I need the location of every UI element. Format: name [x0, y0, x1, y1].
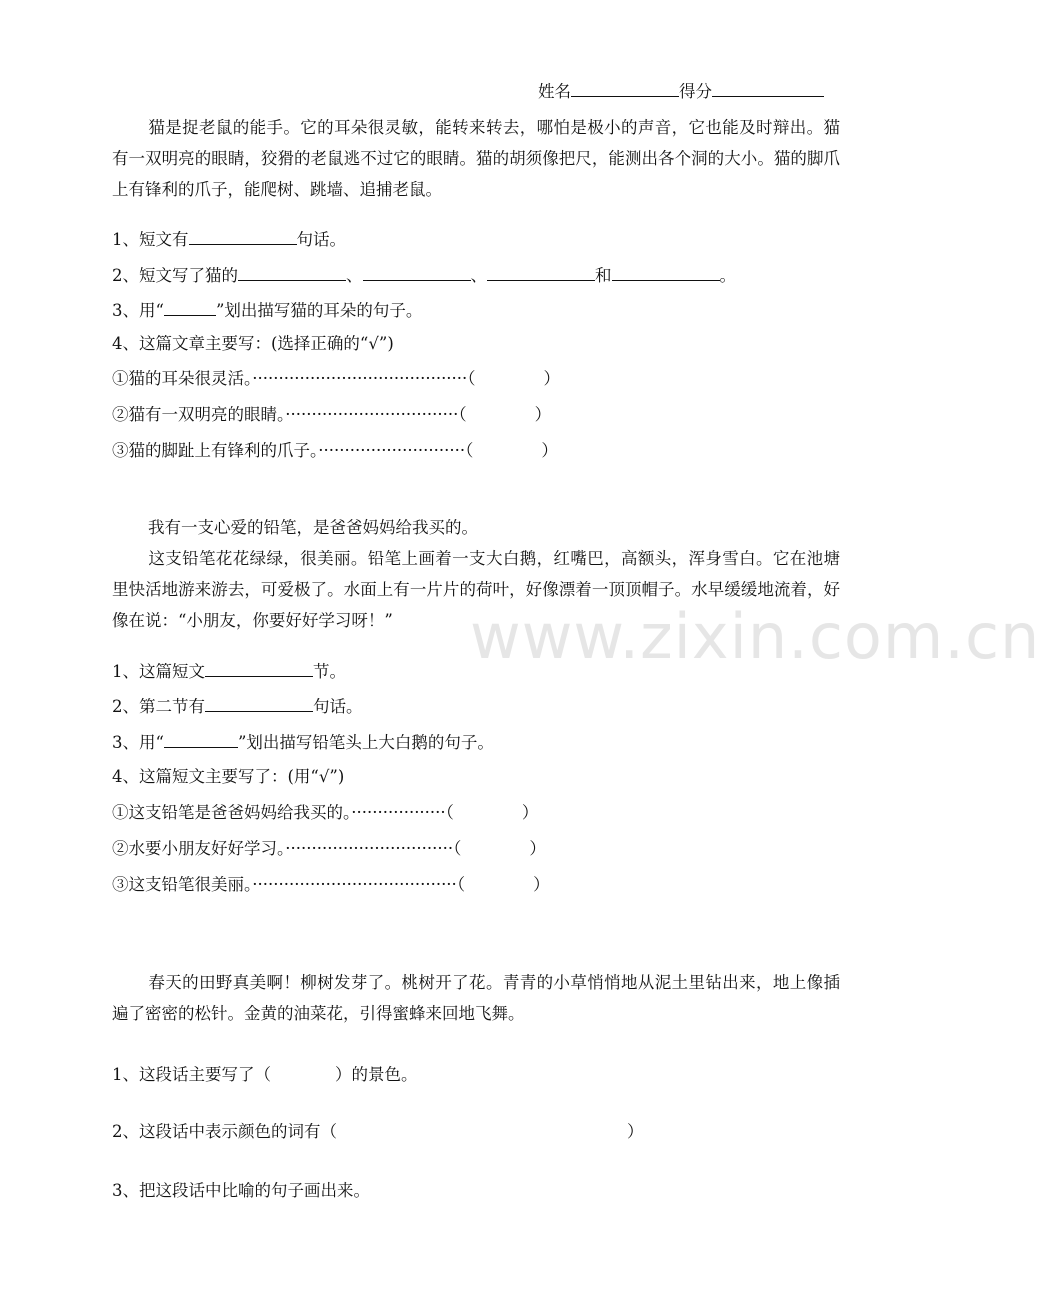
passage1-q4: 4、这篇文章主要写：(选择正确的“√”) [112, 334, 394, 353]
passage1-option-1: ①猫的耳朵很灵活。·········································（ ） [112, 369, 561, 388]
passage2-para1: 我有一支心爱的铅笔，是爸爸妈妈给我买的。 [148, 518, 478, 537]
passage2-option-1: ①这支铅笔是爸爸妈妈给我买的。··················（ ） [112, 803, 539, 822]
passage2-q2: 2、第二节有 句话。 [112, 697, 363, 716]
passage2-option-2: ②水要小朋友好好学习。································（ ） [112, 839, 546, 858]
name-blank[interactable] [571, 80, 679, 97]
q2-blank-3[interactable] [487, 264, 595, 281]
score-blank[interactable] [712, 80, 824, 97]
q2-blank-1[interactable] [238, 264, 346, 281]
q2-blank-4[interactable] [612, 264, 720, 281]
q3-underline-sample [164, 731, 238, 748]
name-label: 姓名 [538, 82, 571, 101]
header-name-score [538, 80, 824, 102]
passage2-option-3: ③这支铅笔很美丽。·······································（ ） [112, 875, 550, 894]
passage2-q4: 4、这篇短文主要写了：(用“√”) [112, 767, 345, 786]
score-label: 得分 [679, 82, 712, 101]
passage2-para2: 这支铅笔花花绿绿，很美丽。铅笔上画着一支大白鹅，红嘴巴，高额头，浑身雪白。它在池塘里快活地游来游去，可爱极了。水面上有一片片的荷叶，好像漂着一顶顶帽子。水早缓缓地流着，好像在说：“小朋友，你要好好学习呀！” [112, 549, 840, 630]
q2-blank[interactable] [205, 695, 313, 712]
watermark: www.zixin.com.cn [470, 600, 1040, 673]
passage1-option-3: ③猫的脚趾上有锋利的爪子。····························（ ） [112, 441, 558, 460]
q1-blank[interactable] [205, 660, 313, 677]
passage1-q2: 2、短文写了猫的 、 、 和 。 [112, 266, 736, 285]
passage1-option-2: ②猫有一双明亮的眼睛。·································（ ） [112, 405, 552, 424]
passage3-q1: 1、这段话主要写了（ ）的景色。 [112, 1065, 418, 1084]
q2-blank-2[interactable] [363, 264, 471, 281]
q1-blank[interactable] [189, 228, 297, 245]
passage2-q3: 3、用“ ”划出描写铅笔头上大白鹅的句子。 [112, 733, 494, 752]
q3-underline-sample [164, 299, 216, 316]
passage1-q3: 3、用“ ”划出描写猫的耳朵的句子。 [112, 301, 423, 320]
passage3-q3: 3、把这段话中比喻的句子画出来。 [112, 1181, 370, 1200]
passage3-q2: 2、这段话中表示颜色的词有（ ） [112, 1122, 644, 1141]
passage2-q1: 1、这篇短文 节。 [112, 662, 346, 681]
passage3-text: 春天的田野真美啊！柳树发芽了。桃树开了花。青青的小草悄悄地从泥土里钻出来，地上像插遍了密密的松针。金黄的油菜花，引得蜜蜂来回地飞舞。 [112, 973, 840, 1023]
passage1-text: 猫是捉老鼠的能手。它的耳朵很灵敏，能转来转去，哪怕是极小的声音，它也能及时辩出。猫有一双明亮的眼睛，狡猾的老鼠逃不过它的眼睛。猫的胡须像把尺，能测出各个洞的大小。猫的脚爪上有锋利的爪子，能爬树、跳墙、追捕老鼠。 [112, 118, 840, 199]
passage1-q1: 1、短文有 句话。 [112, 230, 346, 249]
